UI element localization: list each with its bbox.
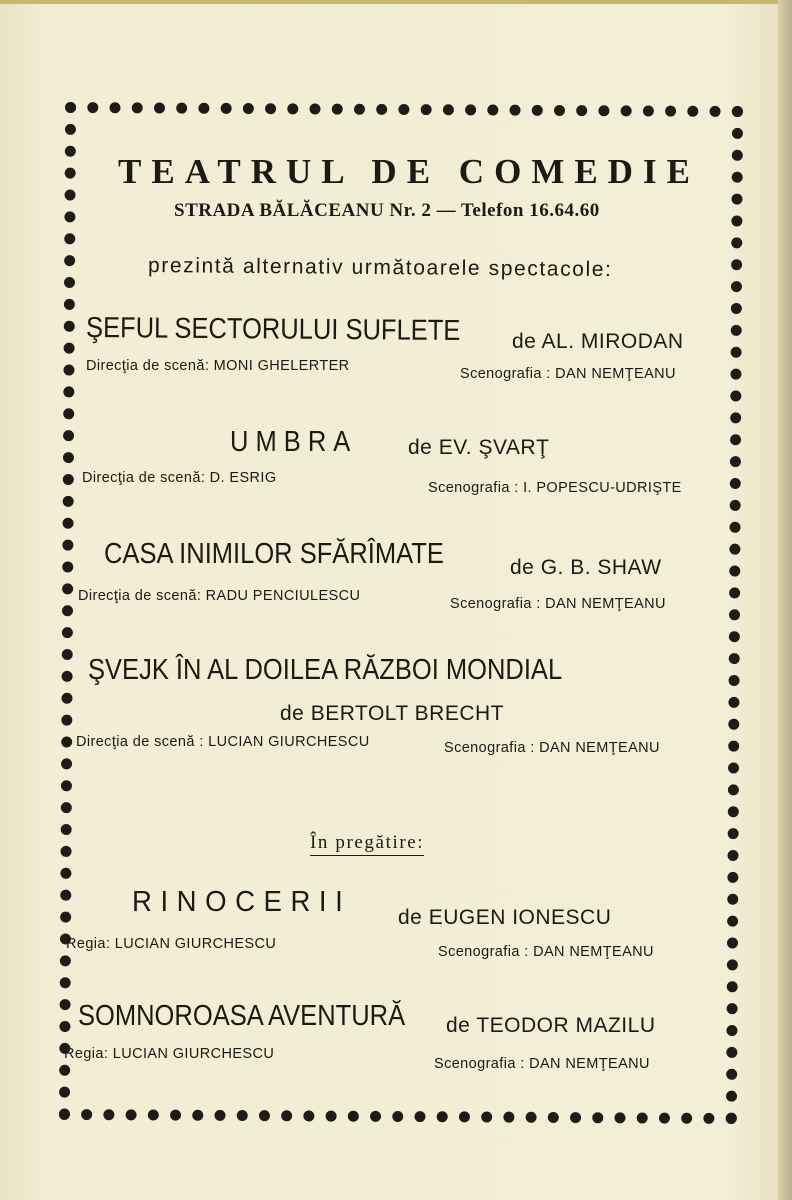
play-scenography: Scenografia : DAN NEMŢEANU bbox=[450, 596, 666, 612]
play-title: ŞEFUL SECTORULUI SUFLETE bbox=[85, 312, 461, 347]
theatre-address: STRADA BĂLĂCEANU Nr. 2 — Telefon 16.64.60 bbox=[174, 200, 600, 221]
play-author: de BERTOLT BRECHT bbox=[280, 702, 505, 725]
play-director: Direcţia de scenă : LUCIAN GIURCHESCU bbox=[76, 734, 370, 750]
play-director: Regia: LUCIAN GIURCHESCU bbox=[66, 936, 277, 952]
play-author: de TEODOR MAZILU bbox=[446, 1014, 656, 1037]
play-director: Regia: LUCIAN GIURCHESCU bbox=[64, 1046, 275, 1062]
in-preparation-heading: În pregătire: bbox=[310, 832, 424, 856]
play-scenography: Scenografia : DAN NEMŢEANU bbox=[444, 740, 660, 756]
intro-text: prezintă alternativ următoarele spectacole: bbox=[147, 254, 613, 282]
play-title: ŞVEJK ÎN AL DOILEA RĂZBOI MONDIAL bbox=[88, 654, 563, 686]
play-title: CASA INIMILOR SFĂRÎMATE bbox=[104, 538, 444, 570]
play-scenography: Scenografia : DAN NEMŢEANU bbox=[434, 1056, 650, 1072]
play-scenography: Scenografia : I. POPESCU-UDRIŞTE bbox=[428, 480, 682, 496]
play-director: Direcţia de scenă: D. ESRIG bbox=[82, 470, 277, 486]
play-scenography: Scenografia : DAN NEMŢEANU bbox=[460, 366, 676, 382]
play-author: de AL. MIRODAN bbox=[512, 330, 684, 353]
play-author: de G. B. SHAW bbox=[510, 556, 662, 579]
theatre-name: TEATRUL DE COMEDIE bbox=[118, 152, 700, 191]
play-author: de EV. ŞVARŢ bbox=[408, 436, 550, 459]
top-edge bbox=[0, 0, 792, 4]
play-title: SOMNOROASA AVENTURĂ bbox=[78, 1000, 406, 1032]
program-page bbox=[66, 110, 728, 1110]
play-title: UMBRA bbox=[230, 426, 358, 458]
play-scenography: Scenografia : DAN NEMŢEANU bbox=[438, 944, 654, 960]
play-director: Direcţia de scenă: MONI GHELERTER bbox=[86, 358, 350, 374]
adjacent-page-edge bbox=[778, 0, 792, 1200]
play-title: RINOCERII bbox=[132, 886, 352, 918]
play-author: de EUGEN IONESCU bbox=[398, 906, 612, 929]
play-director: Direcţia de scenă: RADU PENCIULESCU bbox=[78, 588, 361, 604]
